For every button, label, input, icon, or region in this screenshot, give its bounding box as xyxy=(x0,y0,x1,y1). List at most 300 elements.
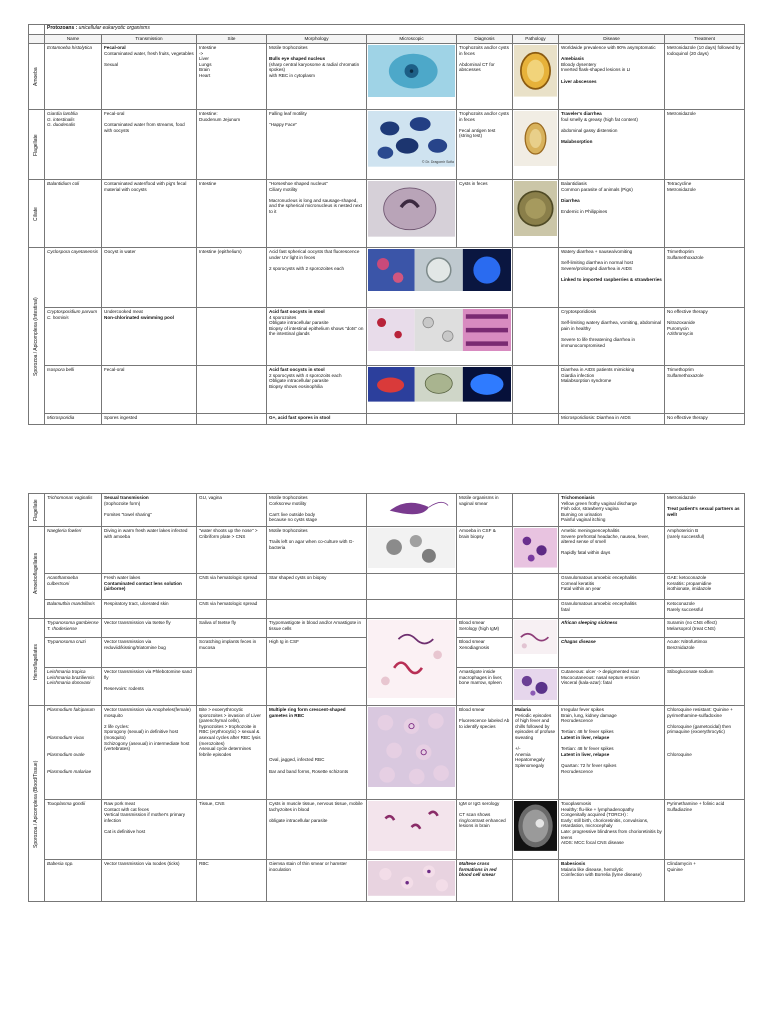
text-line: 2 sporocysts with 4 sporozoits each xyxy=(269,372,342,378)
table-row xyxy=(29,860,745,902)
text-line: Sulfadiazine xyxy=(667,806,693,812)
text-line: Benznidazole xyxy=(667,644,695,650)
text-line: Pyrimethamine + folinic acid xyxy=(667,801,725,806)
transmission-cell xyxy=(102,638,197,668)
table-row xyxy=(29,706,745,800)
morphology-cell xyxy=(267,366,367,414)
group-label-flagellate: Flagellate xyxy=(29,110,45,180)
organism-name: Microsporidia xyxy=(45,414,102,425)
text-line: Motile trophozoites xyxy=(269,45,308,50)
text-line: Sporogony (sexual) in definitive host (mosquito) xyxy=(104,729,179,740)
text-line: Corneal keratitis xyxy=(561,580,595,586)
group-label-amoeba: Amoeba xyxy=(29,44,45,110)
text-line: Contaminated contact lens solution (airborne) xyxy=(104,580,182,592)
text-line: Severe/prolonged diarrhea in AIDS xyxy=(561,265,632,271)
microscopic-cell xyxy=(367,574,457,600)
table-title xyxy=(45,25,745,35)
disease-cell xyxy=(559,600,665,619)
pathology-cell xyxy=(513,706,559,800)
text-line: Bite > exoerythrocytic sporozoites > invasion of Liver (parenchymal cells), hypnozoites > trophozoite in RBC (erythrocytic) > sexual & asexual cycles after RBC lysis (merozoites) xyxy=(199,707,261,746)
microscopic-image xyxy=(367,494,457,527)
text-line: Leishmania donovani xyxy=(47,680,91,686)
microscopic-image xyxy=(367,44,457,110)
text-line: "Horseshoe shaped nucleus" xyxy=(269,181,328,186)
morphology-cell: Star shaped cysts on biopsy xyxy=(267,574,367,600)
title-rest: unicellular eukaryotic organisms xyxy=(77,25,150,31)
diagnosis-cell xyxy=(457,527,513,574)
text-line: Malaria xyxy=(515,707,531,712)
diagnosis-cell xyxy=(457,414,513,425)
text-line: Treat patient's sexual partners as well! xyxy=(667,506,740,517)
text-line: Non-chlorinated swimming pool xyxy=(104,314,174,320)
text-line: T. rhodesiense xyxy=(47,625,77,631)
text-line: Amoeba in CSF & xyxy=(459,528,496,533)
header-site: Site xyxy=(197,35,267,44)
diagnosis-cell: Maltese cross formations in red blood cell smear xyxy=(457,860,513,902)
text-line: "Happy Face" xyxy=(269,122,298,128)
treatment-cell: No effective therapy xyxy=(665,414,745,425)
diagnosis-cell xyxy=(457,619,513,638)
disease-cell xyxy=(559,180,665,248)
site-cell: Tissue, CNS xyxy=(197,800,267,860)
text-line: Falling leaf motility xyxy=(269,111,307,116)
text-line: Liver abscesses xyxy=(561,78,597,84)
table-row xyxy=(29,44,745,110)
text-line: +/- xyxy=(515,746,521,752)
disease-cell xyxy=(559,366,665,414)
transmission-cell xyxy=(102,668,197,706)
text-line: Balantidiasis xyxy=(561,181,587,186)
text-line: brain biopsy xyxy=(459,533,484,539)
text-line: Vector transmission via reduviid/kissing/triatomine bug xyxy=(104,639,166,650)
text-line: Irregular fever spikes xyxy=(561,707,604,712)
transmission-cell xyxy=(102,800,197,860)
diagnosis-cell xyxy=(457,638,513,668)
morphology-cell: High Ig in CSF xyxy=(267,638,367,668)
text-line: Chloroquine resistant: Quinine + pyrimethamine-sulfadoxine xyxy=(667,707,733,718)
text-line: Macronucleus is long and sausage-shaped, and the spherical micronucleus is nested next to it xyxy=(269,197,362,214)
text-line: Coinfection with Borrelia (lyme disease) xyxy=(561,872,642,878)
text-line: fatal xyxy=(561,606,570,612)
diagnosis-cell xyxy=(457,800,513,860)
disease-cell xyxy=(559,706,665,800)
text-line: Vector transmission via Anopheles(female) mosquito xyxy=(104,707,191,718)
text-line: Malabsorption syndrome xyxy=(561,378,612,384)
transmission-cell: Oocyst in water xyxy=(102,248,197,308)
transmission-cell: Vector transmission via Ixodes (ticks) xyxy=(102,860,197,902)
treatment-cell xyxy=(665,308,745,366)
text-line: Acid fast oocysts in stool xyxy=(269,367,325,372)
text-line: Keratitis: propamidine xyxy=(667,580,712,586)
text-line: Tetracycline xyxy=(667,181,692,186)
header-morphology: Morphology xyxy=(267,35,367,44)
text-line: Oval, jagged, infected RBC xyxy=(269,757,325,763)
text-line: Rarely successful xyxy=(667,606,703,612)
text-line: Bloody dysentery xyxy=(561,61,597,67)
organism-name: Naegleria fowleri xyxy=(45,527,102,574)
text-line: Leishmania tropica xyxy=(47,669,86,674)
morphology-cell xyxy=(267,494,367,527)
text-line: Fresh water lakes xyxy=(104,575,141,580)
header-transmission: Transmission xyxy=(102,35,197,44)
header-group xyxy=(29,35,45,44)
microscopic-image xyxy=(367,248,513,308)
text-line: Brain xyxy=(199,67,210,73)
text-line: because no cysts stage xyxy=(269,517,318,523)
text-line: Recrudescence xyxy=(561,768,593,774)
organism-name: Balamuthia mandrillaris xyxy=(45,600,102,619)
transmission-cell xyxy=(102,494,197,527)
treatment-cell xyxy=(665,860,745,902)
text-line: Plasmodium vivax xyxy=(47,734,85,740)
site-cell: Intestine (epithelium) xyxy=(197,248,267,308)
disease-cell xyxy=(559,527,665,574)
text-line: Vertical transmission if mother's primary infection xyxy=(104,812,186,823)
text-line: Asexual cycle determines febrile episodes xyxy=(199,746,252,757)
text-line: Azithromycin xyxy=(667,331,694,337)
text-line: Toxoplasmosis xyxy=(561,801,592,806)
transmission-cell: Fecal-oral xyxy=(102,366,197,414)
group-label-hemoflagellates: Hemoflagellates xyxy=(29,619,45,706)
text-line: Trimethoprim xyxy=(667,249,694,254)
microscopic-image xyxy=(367,180,457,248)
organism-name: Trichomonas vaginalis xyxy=(45,494,102,527)
text-line: Trypanosoma gambiense xyxy=(47,620,99,625)
treatment-cell xyxy=(665,619,745,638)
table-row xyxy=(29,619,745,638)
pathology-cell xyxy=(513,860,559,902)
text-line: Undercooked meat xyxy=(104,309,143,314)
table-row xyxy=(29,494,745,527)
text-line: Puromycin xyxy=(667,325,689,331)
text-line: isothionate, imidazole xyxy=(667,586,712,592)
table-row xyxy=(29,574,745,600)
microscopic-cell xyxy=(367,600,457,619)
text-line: Sulfamethoxazole xyxy=(667,254,704,260)
transmission-cell: Diving in warm fresh water lakes infected with amoeba xyxy=(102,527,197,574)
morphology-cell xyxy=(267,248,367,308)
text-line: 4 sporozoites xyxy=(269,314,297,320)
microscopic-image xyxy=(367,706,457,800)
site-cell: Intestine xyxy=(197,180,267,248)
treatment-cell: Stibogluconate sodium xyxy=(665,668,745,706)
site-cell: Saliva of tsetse fly xyxy=(197,619,267,638)
text-line: Early: still birth, chorioretinitis, convulsions, retardation, microcephaly xyxy=(561,817,649,829)
text-line: Clindamycin + xyxy=(667,861,696,866)
text-line: Recrudescence xyxy=(561,718,593,724)
text-line: Malabsorption xyxy=(561,138,593,144)
text-line: Latent in liver, relapse xyxy=(561,734,610,740)
text-line: Lungs xyxy=(199,61,212,67)
table-row xyxy=(29,110,745,180)
text-line: with RBC in cytoplasm xyxy=(269,72,315,78)
text-line: Painful vaginal itching xyxy=(561,517,606,523)
organism-name xyxy=(45,706,102,800)
text-line: Common parasite of animals (Pigs) xyxy=(561,186,633,192)
text-line: Amphotericin B xyxy=(667,528,699,533)
organism-name xyxy=(45,668,102,706)
text-line: Giardia lamblia xyxy=(47,111,78,116)
text-line: Congenitally acquired (TORCH) : xyxy=(561,812,629,818)
text-line: Severe prefrontal headache, nausea, fever, altered sense of smell xyxy=(561,533,650,545)
organism-name: Cyclospora cayetanensis xyxy=(45,248,102,308)
text-line: Reservoirs: rodents xyxy=(104,685,144,691)
protozoa-table-page2 xyxy=(28,493,745,902)
site-cell xyxy=(197,110,267,180)
text-line: Metronidazole xyxy=(667,186,696,192)
text-line: obligate intracellular parasite xyxy=(269,817,328,823)
disease-cell xyxy=(559,44,665,110)
text-line: Anemia xyxy=(515,751,531,757)
text-line: Linked to imported raspberries & strawberries xyxy=(561,276,662,282)
text-line: (rarely successful) xyxy=(667,533,705,539)
transmission-cell xyxy=(102,574,197,600)
text-line: 2 life cycles: xyxy=(104,723,130,729)
disease-cell xyxy=(559,574,665,600)
text-line: Quartan: 72 hr fever spikes xyxy=(561,762,617,768)
transmission-cell xyxy=(102,110,197,180)
site-cell: RBC xyxy=(197,860,267,902)
organism-name xyxy=(45,308,102,366)
text-line: Malaria like disease, hemolytic xyxy=(561,866,624,872)
group-label-sporozoa-intestinal: Sporozoa / Apicomplexa (Intestinal) xyxy=(29,248,45,425)
site-cell xyxy=(197,366,267,414)
group-label-amoeboflagellates: Amoeboflagellates xyxy=(29,527,45,619)
text-line: Fecal-oral xyxy=(104,45,126,50)
text-line: Latent in liver, relapse xyxy=(561,751,610,757)
diagnosis-cell xyxy=(457,44,513,110)
text-line: (string test) xyxy=(459,133,482,139)
table-row xyxy=(29,527,745,574)
text-line: Inverted flask-shaped lesions in LI xyxy=(561,67,631,73)
morphology-cell: Giemsa stain of thin smear or hamster inoculation xyxy=(267,860,367,902)
text-line: Diarrhea in AIDS patients mimicking xyxy=(561,367,635,372)
site-cell xyxy=(197,668,267,706)
text-line: Liver xyxy=(199,56,209,62)
table-row xyxy=(29,800,745,860)
text-line: Abdominal CT for abscesses xyxy=(459,61,495,73)
microscopic-image xyxy=(367,110,457,180)
morphology-cell xyxy=(267,800,367,860)
text-line: Motile trophozoites xyxy=(269,495,308,500)
transmission-cell xyxy=(102,44,197,110)
transmission-cell xyxy=(102,308,197,366)
treatment-cell xyxy=(665,706,745,800)
text-line: Nitrazoxanide xyxy=(667,320,696,326)
text-line: 2 sporocysts with 2 sporozoites each xyxy=(269,265,345,271)
text-line: No effective therapy xyxy=(667,309,708,314)
corner-cell xyxy=(29,25,45,35)
text-line: Leishmania braziliensis xyxy=(47,674,95,680)
text-line: Heart xyxy=(199,72,211,78)
transmission-cell: Vector transmission via tsetse fly xyxy=(102,619,197,638)
text-line: Ketoconazole xyxy=(667,601,695,606)
text-line: Obligate intracellular parasite xyxy=(269,320,329,326)
text-line: Chloroquine xyxy=(667,751,692,757)
morphology-cell xyxy=(267,706,367,800)
text-line: Raw pork meat xyxy=(104,801,135,806)
text-line: (sharp central karyosome & radial chromatin spokes) xyxy=(269,61,360,73)
microscopic-image xyxy=(367,527,457,574)
text-line: Chloroquine (gametocidal) then primaquine (exoerythrocytic) xyxy=(667,723,732,735)
text-line: Biopsy shows eosinophilia xyxy=(269,383,323,389)
pathology-image xyxy=(513,44,559,110)
header-pathology: Pathology xyxy=(513,35,559,44)
text-line: Burning on urination xyxy=(561,511,603,517)
pathology-cell xyxy=(513,366,559,414)
text-line: Splenomegaly xyxy=(515,762,545,768)
text-line: Trophozoits and/or cysts in feces xyxy=(459,111,509,122)
text-line: Metronidazole xyxy=(667,495,696,500)
microscopic-image xyxy=(367,619,457,706)
disease-cell xyxy=(559,668,665,706)
morphology-cell: Trypomastigote in blood and/or Amastigote in tissue cells xyxy=(267,619,367,638)
text-line: Cryptosporidiosis xyxy=(561,309,597,314)
pathology-cell xyxy=(513,248,559,308)
text-line: Fluorescence labeled Ab to identify species xyxy=(459,718,510,729)
text-line: Acid fast spherical oocysts that fluorescence under UV light in feces xyxy=(269,249,360,260)
morphology-cell xyxy=(267,600,367,619)
text-line: Hepatomegaly xyxy=(515,757,545,763)
treatment-cell: Metronidazole xyxy=(665,110,745,180)
text-line: abdominal gassy distension xyxy=(561,127,618,133)
microscopic-cell xyxy=(367,414,457,425)
transmission-cell: Spores ingested xyxy=(102,414,197,425)
text-line: Worldwide prevalence with 90% asymptomatic xyxy=(561,45,656,50)
morphology-cell xyxy=(267,668,367,706)
table-row xyxy=(29,180,745,248)
pathology-cell xyxy=(513,600,559,619)
site-cell: GU, vagina xyxy=(197,494,267,527)
text-line: Acute: Nitrofurtimox xyxy=(667,639,708,644)
site-cell xyxy=(197,414,267,425)
diagnosis-cell: Amastigote inside macrophages in liver, bone marrow, spleen xyxy=(457,668,513,706)
pathology-cell xyxy=(513,308,559,366)
morphology-cell xyxy=(267,527,367,574)
site-cell: CNS via hematologic spread xyxy=(197,600,267,619)
text-line: Cysts in muscle tissue, nervous tissue, mobile tachyzoites in blood xyxy=(269,801,363,812)
disease-cell xyxy=(559,248,665,308)
header-name: Name xyxy=(45,35,102,44)
text-line: Sulfamethoxazole xyxy=(667,372,704,378)
diagnosis-cell: Motile organisms in vaginal smear xyxy=(457,494,513,527)
transmission-cell: Respiratory tract, ulcerated skin xyxy=(102,600,197,619)
organism-name: Babesia spp. xyxy=(45,860,102,902)
microscopic-image xyxy=(367,800,457,860)
text-line: Traveler's diarrhea xyxy=(561,111,602,116)
text-line: Diarrhea xyxy=(561,197,580,203)
microscopic-image xyxy=(367,366,513,414)
treatment-cell: Metronidazole (10 days) followed by Iodoquinol (20 days) xyxy=(665,44,745,110)
diagnosis-cell xyxy=(457,600,513,619)
text-line: Motile trophozoites xyxy=(269,528,308,533)
text-line: Fish odor, strawberry vagina xyxy=(561,506,619,512)
text-line: Blood smear xyxy=(459,639,485,644)
disease-cell: Chagas disease xyxy=(559,638,665,668)
treatment-cell xyxy=(665,600,745,619)
treatment-cell xyxy=(665,248,745,308)
treatment-cell xyxy=(665,366,745,414)
pathology-image xyxy=(513,110,559,180)
site-cell xyxy=(197,44,267,110)
header-row xyxy=(29,35,745,44)
text-line: Fomites "towel sharing" xyxy=(104,511,152,517)
text-line: Plasmodium malariae xyxy=(47,768,92,774)
site-cell: Scratching implants feces in mucosa xyxy=(197,638,267,668)
disease-cell: Microsporidiosis: Diarrhea in AIDS xyxy=(559,414,665,425)
organism-name: Entamoeba histolytica xyxy=(45,44,102,110)
text-line: Babesiosis xyxy=(561,861,586,866)
group-label-sporozoa-blood: Sporozoa / Apicomplexa (Blood/Tissue) xyxy=(29,706,45,902)
diagnosis-cell xyxy=(457,706,513,800)
treatment-cell xyxy=(665,180,745,248)
text-line: Tertian: 48 hr fever spikes xyxy=(561,729,614,735)
text-line: foul smelly & greasy (high fat content) xyxy=(561,116,638,122)
text-line: Contact with cat feces xyxy=(104,806,149,812)
text-line: Obligate intracellular parasite xyxy=(269,378,329,384)
text-line: Intestine xyxy=(199,45,217,50)
text-line: Endemic in Philippines xyxy=(561,208,608,214)
site-cell xyxy=(197,706,267,800)
text-line: Blood smear xyxy=(459,707,485,712)
text-line: Contaminated water from streams, food with oocysts xyxy=(104,122,185,133)
morphology-cell: G+, acid fast spores in stool xyxy=(267,414,367,425)
text-line: Plasmodium ovale xyxy=(47,751,85,757)
site-cell: CNS via hematologic spread xyxy=(197,574,267,600)
disease-cell xyxy=(559,308,665,366)
text-line: Trimethoprim xyxy=(667,367,694,372)
disease-cell xyxy=(559,110,665,180)
morphology-cell xyxy=(267,308,367,366)
text-line: GAE: ketoconazole xyxy=(667,575,707,580)
text-line: Trichomoniasis xyxy=(561,495,595,500)
organism-name: Trypanosoma cruzi xyxy=(45,638,102,668)
text-line: Bulls eye shaped nucleus xyxy=(269,56,326,62)
text-line: Corkscrew motility xyxy=(269,500,307,506)
text-line: Severe to life threatening diarrhea in immunocompromised xyxy=(561,336,636,348)
text-line: Melarsoprol (treat CNS) xyxy=(667,625,716,631)
text-line: Duodenum Jejunum xyxy=(199,116,241,122)
text-line: Visceral (kala-azar): fatal xyxy=(561,680,612,686)
disease-cell xyxy=(559,800,665,860)
pathology-image xyxy=(513,800,559,860)
pathology-cell xyxy=(513,574,559,600)
text-line: Granulomatous amoebic encephalitis xyxy=(561,601,637,606)
text-line: Granulomatous amoebic encephalitis xyxy=(561,575,637,580)
header-disease: Disease xyxy=(559,35,665,44)
header-treatment: Treatment xyxy=(665,35,745,44)
text-line: Late: progressive blindness from chorioretinitis by teens xyxy=(561,828,662,840)
text-line: G. intestinalis xyxy=(47,116,75,122)
text-line: Fecal-oral xyxy=(104,111,125,116)
text-line: Biopsy of intestinal epithelium shows "dots" on the intestinal glands xyxy=(269,325,364,337)
transmission-cell: Contaminated water/food with pig's fecal material with oocysts xyxy=(102,180,197,248)
treatment-cell xyxy=(665,527,745,574)
text-line: Self-limiting diarrhea in normal host xyxy=(561,260,633,266)
text-line: Suramin (no CNS effect) xyxy=(667,620,717,625)
title-bold: Protozoans : xyxy=(47,25,78,31)
text-line: Blood smear xyxy=(459,620,485,625)
pathology-image xyxy=(513,527,559,574)
morphology-cell xyxy=(267,180,367,248)
text-line: Xenodiagnosis xyxy=(459,644,490,650)
text-line: Healthy: flu-like + lymphadenopathy xyxy=(561,806,634,812)
pathology-cell xyxy=(513,414,559,425)
text-line: -> xyxy=(199,50,204,56)
header-diagnosis: Diagnosis xyxy=(457,35,513,44)
organism-name xyxy=(45,619,102,638)
text-line: Can't live outside body xyxy=(269,511,316,517)
